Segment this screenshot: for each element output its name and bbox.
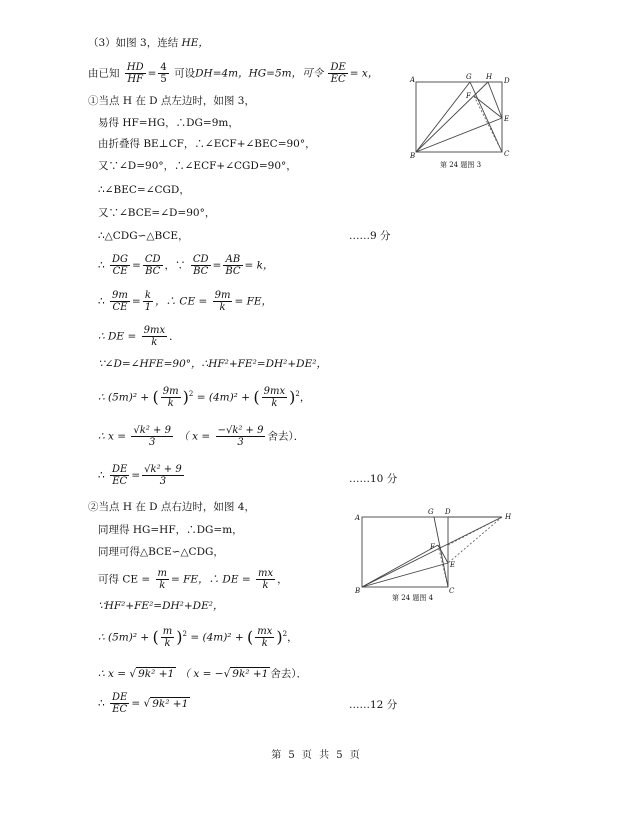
label-h: H xyxy=(486,73,493,81)
case-1-heading: ①当点 H 在 D 点左边时，如图 3， xyxy=(88,95,255,107)
answer-line-case-2: ∴ $\frac{DE}{EC}$ = √ 9k² +1 xyxy=(98,692,189,715)
step-line: 又∵∠D=90°，∴∠ECF+∠CGD=90°， xyxy=(98,160,297,172)
step-line: 易得 HF=HG，∴DG=9m， xyxy=(98,117,239,129)
figure-4-caption: 第 24 题图 4 xyxy=(392,594,434,602)
figure-4 xyxy=(350,505,525,605)
label-d: D xyxy=(504,77,510,85)
label-b: B xyxy=(410,152,416,160)
score-9: ……9 分 xyxy=(349,230,391,242)
step-line: 由折叠得 BE⊥CF，∴∠ECF+∠BEC=90°， xyxy=(98,138,316,150)
label-d: D xyxy=(445,508,451,516)
pythagoras-line: ∵∠D=∠HFE=90°，∴HF²+FE²=DH²+DE²， xyxy=(98,358,327,370)
label-h: H xyxy=(505,513,512,521)
substitution-equation-line: ∴ (5m)² + ( $\frac{9m}{k}$ )$^2$ = (4m)² + ( $\frac{9mx}{k}$ )$^2$， xyxy=(98,386,311,409)
de-equation-line: ∴ DE = $\frac{9mx}{k}$ ． xyxy=(98,325,180,348)
label-g: G xyxy=(466,73,472,81)
answer-line-case-1: ∴ $\frac{DE}{EC}$ = $\frac{\text{√k² + 9}}{3}$ xyxy=(98,464,182,487)
figure-3-caption: 第 24 题图 3 xyxy=(440,161,482,169)
ce-de-line-case-2: 可得 CE = $\frac{m}{k}$ = FE，∴ DE = $\frac{mx}{k}$ ， xyxy=(98,568,288,591)
step-line: 同理可得△BCE∽△CDG， xyxy=(98,546,224,558)
label-c: C xyxy=(449,587,455,595)
score-12: ……12 分 xyxy=(349,699,398,711)
ce-equation-line: ∴ $\frac{9m}{CE}$ = $\frac{k}{1}$ ，∴ CE = $\frac{9m}{k}$ = FE， xyxy=(98,290,273,313)
step-line: 又∵∠BCE=∠D=90°， xyxy=(98,207,216,219)
figure-3 xyxy=(400,70,530,176)
label-b: B xyxy=(355,587,361,595)
part-3-heading: （3）如图 3，连结 HE， xyxy=(88,37,209,49)
case-2-heading: ②当点 H 在 D 点右边时，如图 4， xyxy=(88,501,255,513)
x-solution-line: ∴ x = $\frac{\text{√k² + 9}}{3}$ （ x = $\frac{\text{−√k² + 9}}{3}$ 舍去）． xyxy=(98,425,305,448)
score-10: ……10 分 xyxy=(349,473,398,485)
figure-4-diagram xyxy=(350,505,525,605)
label-a: A xyxy=(355,514,361,522)
label-a: A xyxy=(410,76,416,84)
label-f: F xyxy=(430,543,435,551)
pythagoras-line-case-2: ∵HF²+FE²=DH²+DE²， xyxy=(98,600,224,612)
given-ratio-line: 由已知 $\frac{HD}{HF}$ = $\frac{4}{5}$ 可设DH=4m，HG=5m，可令 $\frac{DE}{EC}$ = x， xyxy=(88,62,379,85)
label-e: E xyxy=(504,115,510,123)
page-footer: 第 5 页 共 5 页 xyxy=(271,750,362,761)
step-line: ∴∠BEC=∠CGD， xyxy=(98,184,190,196)
label-e: E xyxy=(450,561,456,569)
label-c: C xyxy=(504,150,510,158)
step-line: 同理得 HG=HF，∴DG=m， xyxy=(98,524,243,536)
label-f: F xyxy=(466,92,471,100)
similar-triangles-line: ∴△CDG∽△BCE， xyxy=(98,230,189,242)
label-g: G xyxy=(428,508,434,516)
substitution-line-case-2: ∴ (5m)² + ( $\frac{m}{k}$ )$^2$ = (4m)² + ( $\frac{mx}{k}$ )$^2$， xyxy=(98,626,298,649)
ratio-equation-line: ∴ $\frac{DG}{CE}$ = $\frac{CD}{BC}$ ，∵ $\frac{CD}{BC}$ = $\frac{AB}{BC}$ = k， xyxy=(98,254,274,277)
x-solution-line-case-2: ∴ x = √ 9k² +1 （ x = −√ 9k² +1 舍去）． xyxy=(98,668,308,680)
